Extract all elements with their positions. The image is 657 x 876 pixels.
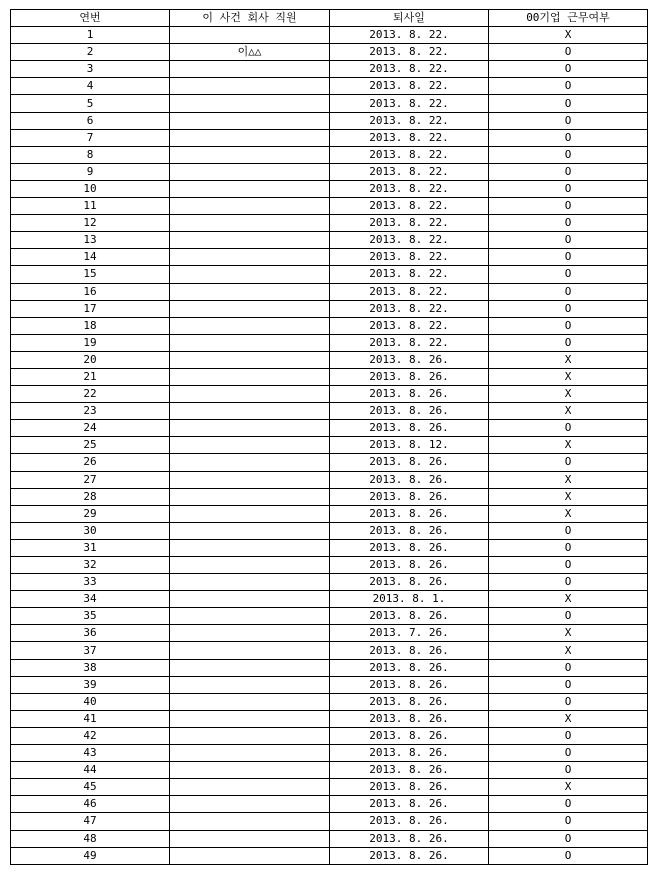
employee-cell: 이△△ [170, 44, 330, 61]
table-row [11, 180, 648, 197]
table-row [11, 368, 648, 385]
table-row [11, 61, 648, 78]
retirement-date-cell: 2013. 8. 26. [330, 368, 489, 385]
retirement-date-cell: 2013. 8. 26. [330, 539, 489, 556]
work-status-cell: O [489, 796, 648, 813]
table-row [11, 198, 648, 215]
employee-cell [170, 437, 330, 454]
retirement-date-cell: 2013. 8. 22. [330, 129, 489, 146]
serial-number-cell: 7 [11, 129, 170, 146]
retirement-date-cell: 2013. 8. 26. [330, 847, 489, 864]
employee-cell [170, 317, 330, 334]
employee-cell [170, 676, 330, 693]
employee-cell [170, 334, 330, 351]
serial-number-cell: 21 [11, 368, 170, 385]
work-status-cell: X [489, 471, 648, 488]
employee-cell [170, 608, 330, 625]
work-status-cell: O [489, 727, 648, 744]
employee-cell [170, 830, 330, 847]
serial-number-cell: 24 [11, 420, 170, 437]
retirement-date-cell: 2013. 8. 26. [330, 403, 489, 420]
employee-cell [170, 351, 330, 368]
retirement-date-cell: 2013. 8. 22. [330, 317, 489, 334]
table-row [11, 522, 648, 539]
retirement-date-cell: 2013. 8. 26. [330, 488, 489, 505]
serial-number-cell: 6 [11, 112, 170, 129]
retirement-date-cell: 2013. 8. 22. [330, 198, 489, 215]
retirement-date-cell: 2013. 8. 26. [330, 796, 489, 813]
retirement-date-cell: 2013. 8. 26. [330, 676, 489, 693]
serial-number-cell: 5 [11, 95, 170, 112]
retirement-date-cell: 2013. 8. 26. [330, 830, 489, 847]
header-work-status: 00기업 근무여부 [489, 10, 648, 27]
table-row [11, 44, 648, 61]
retirement-date-cell: 2013. 7. 26. [330, 625, 489, 642]
table-row [11, 710, 648, 727]
serial-number-cell: 27 [11, 471, 170, 488]
work-status-cell: O [489, 762, 648, 779]
retirement-date-cell: 2013. 8. 26. [330, 710, 489, 727]
table-row [11, 505, 648, 522]
retirement-date-cell: 2013. 8. 26. [330, 574, 489, 591]
work-status-cell: O [489, 266, 648, 283]
work-status-cell: X [489, 403, 648, 420]
employee-cell [170, 454, 330, 471]
retirement-date-cell: 2013. 8. 22. [330, 232, 489, 249]
serial-number-cell: 46 [11, 796, 170, 813]
work-status-cell: O [489, 317, 648, 334]
table-row [11, 112, 648, 129]
employee-cell [170, 710, 330, 727]
table-row [11, 129, 648, 146]
table-row [11, 830, 648, 847]
retirement-date-cell: 2013. 8. 1. [330, 591, 489, 608]
table-row [11, 779, 648, 796]
serial-number-cell: 12 [11, 215, 170, 232]
work-status-cell: X [489, 710, 648, 727]
work-status-cell: X [489, 27, 648, 44]
employee-cell [170, 163, 330, 180]
employee-cell [170, 403, 330, 420]
serial-number-cell: 34 [11, 591, 170, 608]
work-status-cell: O [489, 249, 648, 266]
retirement-date-cell: 2013. 8. 26. [330, 813, 489, 830]
table-row [11, 574, 648, 591]
employee-cell [170, 232, 330, 249]
employee-cell [170, 386, 330, 403]
employee-cell [170, 745, 330, 762]
work-status-cell: O [489, 574, 648, 591]
work-status-cell: X [489, 368, 648, 385]
employee-cell [170, 488, 330, 505]
employee-cell [170, 557, 330, 574]
employee-cell [170, 796, 330, 813]
serial-number-cell: 42 [11, 727, 170, 744]
table-row [11, 745, 648, 762]
table-row [11, 386, 648, 403]
table-row [11, 437, 648, 454]
work-status-cell: X [489, 351, 648, 368]
table-row [11, 488, 648, 505]
work-status-cell: O [489, 813, 648, 830]
table-row [11, 608, 648, 625]
retirement-date-cell: 2013. 8. 22. [330, 44, 489, 61]
employee-cell [170, 847, 330, 864]
serial-number-cell: 45 [11, 779, 170, 796]
table-row [11, 471, 648, 488]
table-row [11, 659, 648, 676]
table-row [11, 727, 648, 744]
work-status-cell: O [489, 608, 648, 625]
employee-cell [170, 283, 330, 300]
retirement-date-cell: 2013. 8. 22. [330, 27, 489, 44]
table-row [11, 334, 648, 351]
work-status-cell: O [489, 659, 648, 676]
work-status-cell: X [489, 625, 648, 642]
serial-number-cell: 11 [11, 198, 170, 215]
employee-cell [170, 420, 330, 437]
table-row [11, 317, 648, 334]
table-row [11, 27, 648, 44]
serial-number-cell: 25 [11, 437, 170, 454]
employee-cell [170, 300, 330, 317]
table-body [11, 27, 648, 865]
serial-number-cell: 33 [11, 574, 170, 591]
employee-cell [170, 471, 330, 488]
retirement-date-cell: 2013. 8. 22. [330, 300, 489, 317]
retirement-date-cell: 2013. 8. 22. [330, 61, 489, 78]
employee-cell [170, 813, 330, 830]
serial-number-cell: 28 [11, 488, 170, 505]
serial-number-cell: 39 [11, 676, 170, 693]
employee-cell [170, 539, 330, 556]
retirement-date-cell: 2013. 8. 26. [330, 505, 489, 522]
serial-number-cell: 31 [11, 539, 170, 556]
employee-cell [170, 112, 330, 129]
employee-cell [170, 642, 330, 659]
work-status-cell: O [489, 163, 648, 180]
retirement-date-cell: 2013. 8. 22. [330, 112, 489, 129]
table-row [11, 813, 648, 830]
table-row [11, 78, 648, 95]
employee-cell [170, 727, 330, 744]
retirement-date-cell: 2013. 8. 26. [330, 454, 489, 471]
retirement-date-cell: 2013. 8. 26. [330, 471, 489, 488]
employee-cell [170, 146, 330, 163]
work-status-cell: O [489, 745, 648, 762]
work-status-cell: O [489, 146, 648, 163]
employee-cell [170, 659, 330, 676]
serial-number-cell: 4 [11, 78, 170, 95]
serial-number-cell: 30 [11, 522, 170, 539]
work-status-cell: O [489, 283, 648, 300]
serial-number-cell: 18 [11, 317, 170, 334]
retirement-date-cell: 2013. 8. 26. [330, 522, 489, 539]
employee-cell [170, 78, 330, 95]
work-status-cell: O [489, 198, 648, 215]
header-company-employee: 이 사건 회사 직원 [170, 10, 330, 27]
work-status-cell: O [489, 539, 648, 556]
retirement-date-cell: 2013. 8. 26. [330, 351, 489, 368]
employee-cell [170, 249, 330, 266]
serial-number-cell: 1 [11, 27, 170, 44]
employee-cell [170, 368, 330, 385]
retirement-date-cell: 2013. 8. 26. [330, 557, 489, 574]
table-row [11, 454, 648, 471]
table-row [11, 642, 648, 659]
serial-number-cell: 3 [11, 61, 170, 78]
retirement-date-cell: 2013. 8. 22. [330, 215, 489, 232]
work-status-cell: O [489, 61, 648, 78]
table-row [11, 266, 648, 283]
serial-number-cell: 10 [11, 180, 170, 197]
serial-number-cell: 23 [11, 403, 170, 420]
retirement-date-cell: 2013. 8. 22. [330, 163, 489, 180]
retirement-date-cell: 2013. 8. 26. [330, 693, 489, 710]
serial-number-cell: 17 [11, 300, 170, 317]
table-row [11, 403, 648, 420]
serial-number-cell: 2 [11, 44, 170, 61]
work-status-cell: X [489, 488, 648, 505]
retirement-date-cell: 2013. 8. 12. [330, 437, 489, 454]
table-row [11, 796, 648, 813]
work-status-cell: O [489, 334, 648, 351]
employee-cell [170, 266, 330, 283]
work-status-cell: O [489, 44, 648, 61]
serial-number-cell: 49 [11, 847, 170, 864]
employee-cell [170, 505, 330, 522]
serial-number-cell: 26 [11, 454, 170, 471]
employee-cell [170, 129, 330, 146]
retirement-date-cell: 2013. 8. 22. [330, 180, 489, 197]
work-status-cell: O [489, 454, 648, 471]
employee-cell [170, 762, 330, 779]
table-row [11, 300, 648, 317]
work-status-cell: X [489, 386, 648, 403]
table-row [11, 762, 648, 779]
employee-cell [170, 591, 330, 608]
work-status-cell: O [489, 557, 648, 574]
serial-number-cell: 47 [11, 813, 170, 830]
table-row [11, 95, 648, 112]
work-status-cell: X [489, 591, 648, 608]
serial-number-cell: 41 [11, 710, 170, 727]
table-row [11, 146, 648, 163]
serial-number-cell: 22 [11, 386, 170, 403]
table-row [11, 591, 648, 608]
table-row [11, 557, 648, 574]
table-row [11, 232, 648, 249]
work-status-cell: O [489, 112, 648, 129]
serial-number-cell: 29 [11, 505, 170, 522]
serial-number-cell: 19 [11, 334, 170, 351]
work-status-cell: O [489, 420, 648, 437]
retirement-date-cell: 2013. 8. 26. [330, 762, 489, 779]
table-row [11, 420, 648, 437]
employee-cell [170, 574, 330, 591]
serial-number-cell: 40 [11, 693, 170, 710]
employee-cell [170, 625, 330, 642]
work-status-cell: O [489, 78, 648, 95]
serial-number-cell: 16 [11, 283, 170, 300]
employee-cell [170, 27, 330, 44]
table-row [11, 625, 648, 642]
employee-cell [170, 61, 330, 78]
serial-number-cell: 44 [11, 762, 170, 779]
retirement-date-cell: 2013. 8. 26. [330, 779, 489, 796]
serial-number-cell: 14 [11, 249, 170, 266]
table-header-row [11, 10, 648, 27]
retirement-date-cell: 2013. 8. 22. [330, 95, 489, 112]
header-serial-number: 연번 [11, 10, 170, 27]
table-row [11, 215, 648, 232]
serial-number-cell: 48 [11, 830, 170, 847]
retirement-date-cell: 2013. 8. 26. [330, 642, 489, 659]
serial-number-cell: 43 [11, 745, 170, 762]
header-retirement-date: 퇴사일 [330, 10, 489, 27]
retirement-date-cell: 2013. 8. 26. [330, 727, 489, 744]
serial-number-cell: 37 [11, 642, 170, 659]
retirement-date-cell: 2013. 8. 26. [330, 659, 489, 676]
work-status-cell: O [489, 830, 648, 847]
table-row [11, 676, 648, 693]
table-row [11, 351, 648, 368]
retirement-date-cell: 2013. 8. 26. [330, 608, 489, 625]
employee-cell [170, 693, 330, 710]
work-status-cell: O [489, 215, 648, 232]
table-row [11, 539, 648, 556]
work-status-cell: O [489, 232, 648, 249]
serial-number-cell: 36 [11, 625, 170, 642]
serial-number-cell: 32 [11, 557, 170, 574]
table-row [11, 249, 648, 266]
employee-cell [170, 180, 330, 197]
retirement-date-cell: 2013. 8. 22. [330, 334, 489, 351]
serial-number-cell: 20 [11, 351, 170, 368]
serial-number-cell: 35 [11, 608, 170, 625]
work-status-cell: X [489, 779, 648, 796]
retirement-date-cell: 2013. 8. 22. [330, 283, 489, 300]
work-status-cell: O [489, 180, 648, 197]
work-status-cell: O [489, 300, 648, 317]
retirement-date-cell: 2013. 8. 22. [330, 249, 489, 266]
employee-cell [170, 779, 330, 796]
work-status-cell: O [489, 676, 648, 693]
table-row [11, 693, 648, 710]
work-status-cell: O [489, 693, 648, 710]
table-row [11, 283, 648, 300]
retirement-date-cell: 2013. 8. 26. [330, 745, 489, 762]
work-status-cell: O [489, 129, 648, 146]
retirement-date-cell: 2013. 8. 26. [330, 420, 489, 437]
work-status-cell: O [489, 95, 648, 112]
retirement-date-cell: 2013. 8. 26. [330, 386, 489, 403]
table-row [11, 847, 648, 864]
table-row [11, 163, 648, 180]
employee-cell [170, 522, 330, 539]
serial-number-cell: 15 [11, 266, 170, 283]
serial-number-cell: 38 [11, 659, 170, 676]
employee-retirement-table [10, 9, 648, 865]
serial-number-cell: 13 [11, 232, 170, 249]
work-status-cell: X [489, 642, 648, 659]
serial-number-cell: 9 [11, 163, 170, 180]
employee-cell [170, 95, 330, 112]
employee-cell [170, 215, 330, 232]
retirement-date-cell: 2013. 8. 22. [330, 78, 489, 95]
work-status-cell: O [489, 847, 648, 864]
retirement-date-cell: 2013. 8. 22. [330, 266, 489, 283]
retirement-date-cell: 2013. 8. 22. [330, 146, 489, 163]
work-status-cell: X [489, 437, 648, 454]
employee-cell [170, 198, 330, 215]
work-status-cell: O [489, 522, 648, 539]
serial-number-cell: 8 [11, 146, 170, 163]
work-status-cell: X [489, 505, 648, 522]
